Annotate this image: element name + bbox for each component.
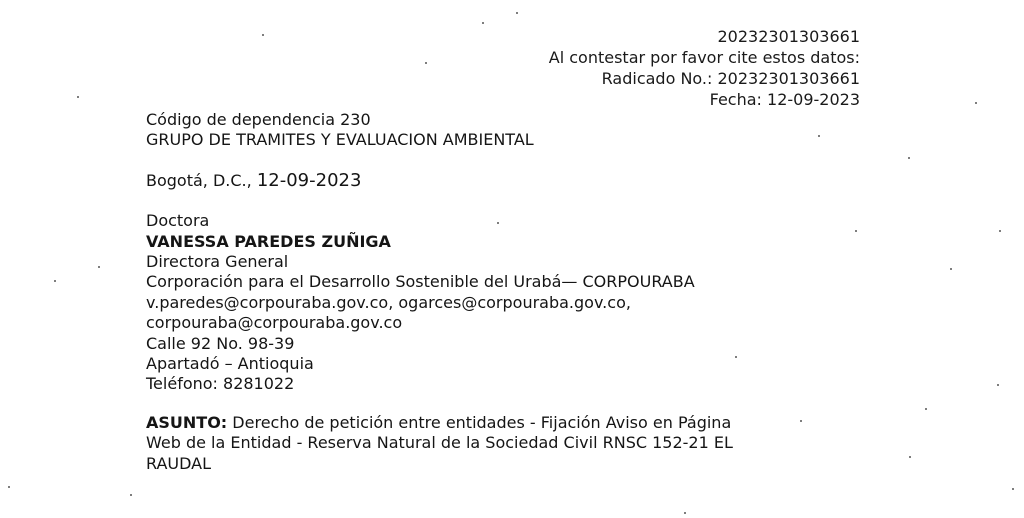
scan-speck bbox=[925, 408, 927, 410]
recipient-title: Directora General bbox=[146, 252, 289, 272]
scan-speck bbox=[818, 135, 820, 137]
date-line bbox=[146, 171, 866, 191]
subject-line-1 bbox=[146, 413, 866, 433]
recipient-phone: Teléfono: 8281022 bbox=[146, 374, 295, 394]
scan-speck bbox=[8, 486, 10, 488]
recipient-organization: Corporación para el Desarrollo Sostenible del Urabá— CORPOURABA bbox=[146, 272, 695, 292]
recipient-name: VANESSA PAREDES ZUÑIGA bbox=[146, 231, 391, 251]
scan-speck bbox=[425, 62, 427, 64]
scan-speck bbox=[98, 266, 100, 268]
sender-group: GRUPO DE TRAMITES Y EVALUACION AMBIENTAL bbox=[146, 130, 534, 150]
recipient-location: Apartadó – Antioquia bbox=[146, 354, 314, 374]
scan-speck bbox=[54, 280, 56, 282]
scan-speck bbox=[908, 157, 910, 159]
scan-speck bbox=[516, 12, 518, 14]
recipient-address: Calle 92 No. 98-39 bbox=[146, 333, 295, 353]
salutation: Doctora bbox=[146, 211, 210, 231]
scan-speck bbox=[855, 230, 857, 232]
scan-speck bbox=[262, 34, 264, 36]
dependency-code: Código de dependencia 230 bbox=[146, 110, 371, 129]
scan-speck bbox=[77, 96, 79, 98]
scan-speck bbox=[999, 230, 1001, 232]
recipient-emails-2: corpouraba@corpouraba.gov.co bbox=[146, 313, 403, 333]
scan-speck bbox=[735, 356, 737, 358]
scan-speck bbox=[909, 456, 911, 458]
recipient-emails-1: v.paredes@corpouraba.gov.co, ogarces@corpouraba.gov.co, bbox=[146, 292, 631, 312]
scan-speck bbox=[950, 268, 952, 270]
scan-speck bbox=[1012, 488, 1014, 490]
scan-speck bbox=[684, 512, 686, 514]
city: Bogotá, D.C., bbox=[146, 170, 252, 190]
cite-instruction: Al contestar por favor cite estos datos: bbox=[548, 48, 860, 67]
scan-speck bbox=[497, 222, 499, 224]
scan-speck bbox=[997, 384, 999, 386]
subject-text-1: Derecho de petición entre entidades - Fijación Aviso en Página bbox=[232, 412, 732, 432]
radicado-number: 20232301303661 bbox=[717, 27, 860, 46]
subject-line-3: RAUDAL bbox=[146, 453, 212, 473]
letter-body bbox=[146, 110, 866, 474]
radicado-line: Radicado No.: 20232301303661 bbox=[601, 69, 860, 88]
scan-speck bbox=[130, 494, 132, 496]
letter-date: 12-09-2023 bbox=[256, 169, 362, 191]
scan-speck bbox=[482, 22, 484, 24]
scan-speck bbox=[975, 102, 977, 104]
subject-label: ASUNTO: bbox=[146, 412, 228, 432]
radicado-block bbox=[549, 26, 860, 110]
fecha-line: Fecha: 12-09-2023 bbox=[709, 90, 860, 109]
scan-speck bbox=[800, 420, 802, 422]
subject-line-2: Web de la Entidad - Reserva Natural de la Sociedad Civil RNSC 152-21 EL bbox=[146, 433, 733, 453]
